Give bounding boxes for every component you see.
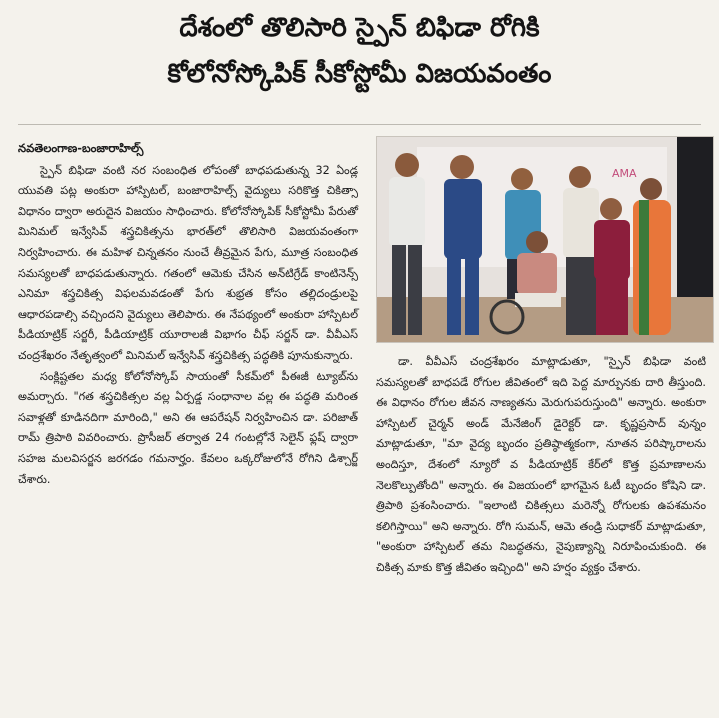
headline-divider (18, 124, 701, 125)
headline-line-1: దేశంలో తొలిసారి స్పైన్ బిఫిడా రోగికి (179, 13, 540, 43)
headline (0, 8, 719, 94)
left-column (18, 138, 358, 490)
group-photo-illustration (377, 137, 713, 342)
person-4 (563, 166, 599, 335)
dateline: నవతెలంగాణ-బంజారాహిల్స్ (18, 141, 144, 155)
right-column (376, 352, 706, 579)
headline-line-2: కోలోనోస్కోపిక్ సీకోస్టోమీ విజయవంతం (167, 59, 552, 89)
news-photo (376, 136, 714, 343)
backdrop-logo: AMA (612, 167, 637, 180)
article-paragraph: డా. వీవీఎస్ చంద్రశేఖరం మాట్లాడుతూ, "స్పైన్ బిఫిడా వంటి సమస్యలతో బాధపడే రోగుల జీవితంలో ఇది పెద్ద మార్పునకు దారి తీస్తుంది. ఈ విధానం రోగుల జీవన నాణ్యతను మెరుగుపరుస్తుంది" అన్నారు. అంకురా హాస్పిటల్ చైర్మన్ అండ్ మేనేజింగ్ డైరెక్టర్ డా. కృష్ణప్రసాద్ వున్నం మాట్లాడుతూ, "మా వైద్య బృందం ప్రతిష్ఠాత్మకంగా, నూతన పరిష్కారాలను అందిస్తూ, దేశంలో న్యూరో వ పీడియాట్రిక్ కేర్‌లో కొత్త ప్రమాణాలను నెలకొల్పుతోంది" అన్నారు. ఈ విజయంలో భాగమైన ఓటీ బృందం కోషిని డా. త్రిపాఠి ప్రశంసించారు. "ఇలాంటి చికిత్సలు మరెన్నో రోగులకు ఉపశమనం కలిగిస్తాయి" అని అన్నారు. రోగి సుమన్, ఆమె తండ్రి సుధాకర్ మాట్లాడుతూ, "అంకురా హాస్పిటల్ తమ నిబద్ధతను, నైపుణ్యాన్ని నిరూపించుకుంది. ఈ చికిత్స మాకు కొత్త జీవితం ఇచ్చింది" అని హర్షం వ్యక్తం చేశారు. (376, 355, 706, 574)
person-6 (633, 178, 671, 335)
article-paragraph: సంక్లిష్టతల మధ్య కోలోనోస్కోప్ సాయంతో సీకమ్‌లో పీఈజీ ట్యూబ్‌ను అమర్చారు. "గత శస్త్రచికిత్సల వల్ల ఏర్పడ్డ సంధానాల వల్ల ఈ పద్ధతి మరింత సవాళ్లతో కూడినదిగా మారింది," అని ఈ ఆపరేషన్ నిర్వహించిన డా. పరిజాత్ రామ్ త్రిపాఠి వివరించారు. ప్రొసీజర్ తర్వాత 24 గంటల్లోనే సెలైన్ ఫ్లష్ ద్వారా సహజ మలవిసర్జన జరగడం గమనార్హం. కేవలం ఒక్కరోజులోనే రోగిని డిశ్చార్జ్ చేశారు. (18, 369, 358, 486)
article-paragraph: స్పైన్ బిఫిడా వంటి నర సంబంధిత లోపంతో బాధపడుతున్న 32 ఏండ్ల యువతి పట్ల అంకురా హాస్పిటల్, బంజారాహిల్స్ వైద్యులు సరికొత్త చికిత్సా విధానం ద్వారా అరుదైన విజయం సాధించారు. కోలోనోస్కోపిక్ సీకోస్టోమీ పేరుతో మినిమల్ ఇన్వేసివ్ శస్త్రచికిత్సను భారత్‌లో తొలిసారి విజయవంతంగా నిర్వహించారు. ఈ మహిళ చిన్నతనం నుంచే తీవ్రమైన పేగు, మూత్ర సంబంధిత సమస్యలతో బాధపడుతున్నారు. గతంలో ఆమెకు చేసిన అన్‌టిగ్రేడ్ కాంటినెన్స్ ఎనిమా శస్త్రచికిత్స విఫలమవడంతో పేగు శుభ్రత కోసం తల్లిదండ్రులపై ఆధారపడాల్సి వచ్చిందని వైద్యులు తెలిపారు. ఈ నేపథ్యంలో అంకురా హాస్పిటల్ పీడియాట్రిక్ సర్జరీ, పీడియాట్రిక్ యూరాలజీ విభాగం చీఫ్ సర్జన్ డా. వీవీఎస్ చంద్రశేఖరం నేతృత్వంలో మినిమల్ ఇన్వేసివ్ శస్త్రచికిత్స పద్ధతికి పూనుకున్నారు. (18, 163, 358, 362)
